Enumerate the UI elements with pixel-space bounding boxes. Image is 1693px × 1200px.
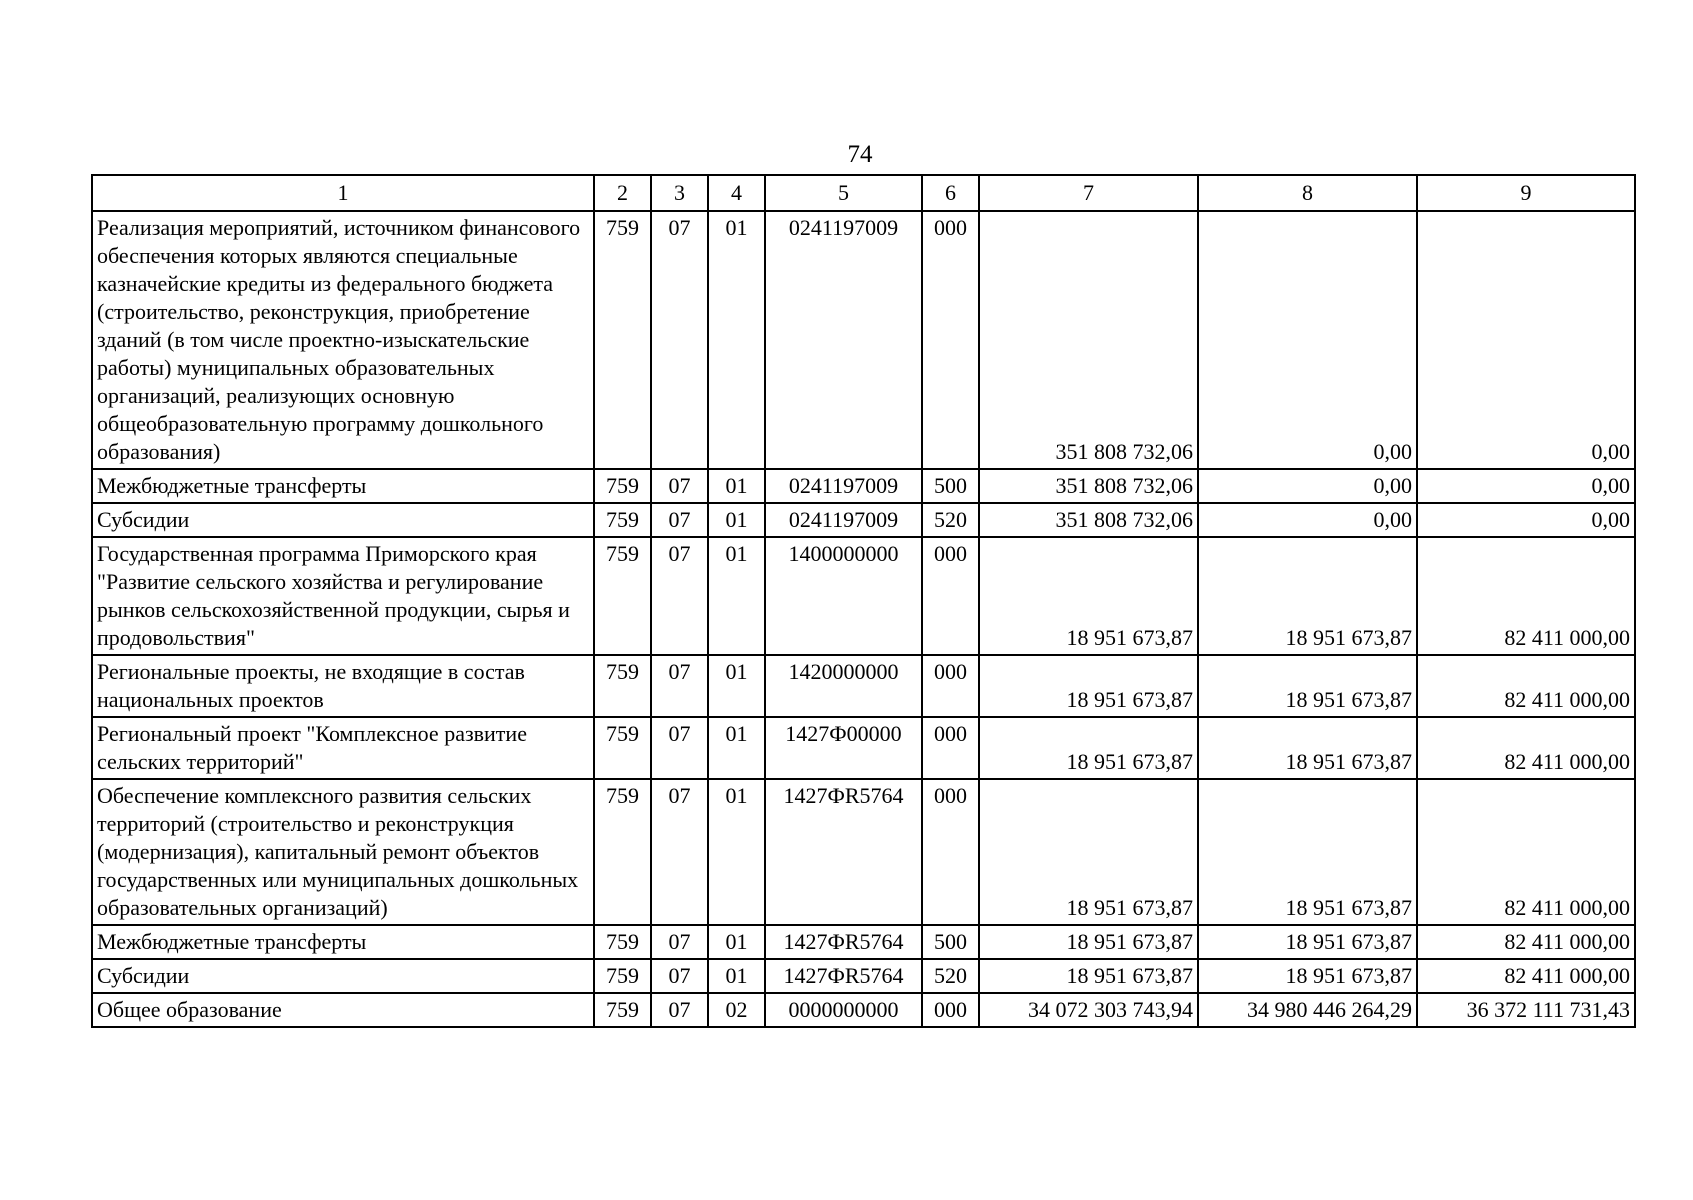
target-article-cell: 1427ФR5764 [765, 959, 922, 993]
amount-col8-cell: 18 951 673,87 [1198, 779, 1417, 925]
amount-col8-cell: 18 951 673,87 [1198, 925, 1417, 959]
admin-code-cell: 759 [594, 779, 651, 925]
row-name-cell: Государственная программа Приморского края "Развитие сельского хозяйства и регулирование рынков сельскохозяйственной продукции, сырья и продовольствия" [92, 537, 594, 655]
table-row [92, 959, 1635, 993]
subsection-code-cell: 01 [708, 959, 765, 993]
amount-col7-cell: 351 808 732,06 [979, 211, 1198, 469]
amount-col7-cell: 351 808 732,06 [979, 503, 1198, 537]
subsection-code-cell: 01 [708, 779, 765, 925]
row-name-cell: Региональные проекты, не входящие в состав национальных проектов [92, 655, 594, 717]
section-code-cell: 07 [651, 993, 708, 1027]
amount-col9-cell: 0,00 [1417, 503, 1635, 537]
subsection-code-cell: 01 [708, 469, 765, 503]
amount-col7-cell: 18 951 673,87 [979, 925, 1198, 959]
subsection-code-cell: 01 [708, 717, 765, 779]
budget-table [91, 174, 1636, 1028]
row-name-cell: Межбюджетные трансферты [92, 925, 594, 959]
expense-type-cell: 000 [922, 717, 979, 779]
amount-col8-cell: 0,00 [1198, 503, 1417, 537]
subsection-code-cell: 01 [708, 503, 765, 537]
section-code-cell: 07 [651, 717, 708, 779]
expense-type-cell: 500 [922, 925, 979, 959]
table-row [92, 537, 1635, 655]
table-row [92, 925, 1635, 959]
column-header: 5 [765, 175, 922, 211]
table-row [92, 503, 1635, 537]
amount-col9-cell: 82 411 000,00 [1417, 779, 1635, 925]
target-article-cell: 1420000000 [765, 655, 922, 717]
subsection-code-cell: 02 [708, 993, 765, 1027]
amount-col8-cell: 18 951 673,87 [1198, 959, 1417, 993]
subsection-code-cell: 01 [708, 925, 765, 959]
expense-type-cell: 000 [922, 655, 979, 717]
column-header: 9 [1417, 175, 1635, 211]
row-name-cell: Региональный проект "Комплексное развитие сельских территорий" [92, 717, 594, 779]
amount-col8-cell: 34 980 446 264,29 [1198, 993, 1417, 1027]
expense-type-cell: 000 [922, 211, 979, 469]
section-code-cell: 07 [651, 925, 708, 959]
amount-col8-cell: 18 951 673,87 [1198, 537, 1417, 655]
target-article-cell: 0241197009 [765, 469, 922, 503]
amount-col7-cell: 18 951 673,87 [979, 717, 1198, 779]
table-header-row [92, 175, 1635, 211]
row-name-cell: Обеспечение комплексного развития сельских территорий (строительство и реконструкция (модернизация), капитальный ремонт объектов государственных или муниципальных дошкольных образовательных организаций) [92, 779, 594, 925]
expense-type-cell: 000 [922, 779, 979, 925]
admin-code-cell: 759 [594, 537, 651, 655]
amount-col9-cell: 82 411 000,00 [1417, 925, 1635, 959]
target-article-cell: 1400000000 [765, 537, 922, 655]
target-article-cell: 0000000000 [765, 993, 922, 1027]
amount-col9-cell: 0,00 [1417, 211, 1635, 469]
amount-col8-cell: 18 951 673,87 [1198, 655, 1417, 717]
column-header: 8 [1198, 175, 1417, 211]
amount-col9-cell: 82 411 000,00 [1417, 655, 1635, 717]
expense-type-cell: 520 [922, 503, 979, 537]
amount-col8-cell: 0,00 [1198, 211, 1417, 469]
amount-col7-cell: 18 951 673,87 [979, 959, 1198, 993]
section-code-cell: 07 [651, 655, 708, 717]
admin-code-cell: 759 [594, 655, 651, 717]
amount-col9-cell: 82 411 000,00 [1417, 717, 1635, 779]
table-row [92, 655, 1635, 717]
table-row [92, 717, 1635, 779]
target-article-cell: 1427ФR5764 [765, 925, 922, 959]
column-header: 6 [922, 175, 979, 211]
column-header: 1 [92, 175, 594, 211]
subsection-code-cell: 01 [708, 211, 765, 469]
row-name-cell: Субсидии [92, 503, 594, 537]
table-row [92, 993, 1635, 1027]
admin-code-cell: 759 [594, 211, 651, 469]
section-code-cell: 07 [651, 211, 708, 469]
table-row [92, 211, 1635, 469]
target-article-cell: 0241197009 [765, 211, 922, 469]
amount-col9-cell: 0,00 [1417, 469, 1635, 503]
expense-type-cell: 000 [922, 993, 979, 1027]
column-header: 2 [594, 175, 651, 211]
subsection-code-cell: 01 [708, 655, 765, 717]
subsection-code-cell: 01 [708, 537, 765, 655]
column-header: 4 [708, 175, 765, 211]
target-article-cell: 1427Ф00000 [765, 717, 922, 779]
target-article-cell: 0241197009 [765, 503, 922, 537]
row-name-cell: Реализация мероприятий, источником финансового обеспечения которых являются специальные казначейские кредиты из федерального бюджета (строительство, реконструкция, приобретение зданий (в том числе проектно-изыскательские работы) муниципальных образовательных организаций, реализующих основную общеобразовательную программу дошкольного образования) [92, 211, 594, 469]
amount-col9-cell: 82 411 000,00 [1417, 959, 1635, 993]
row-name-cell: Межбюджетные трансферты [92, 469, 594, 503]
admin-code-cell: 759 [594, 959, 651, 993]
amount-col7-cell: 34 072 303 743,94 [979, 993, 1198, 1027]
amount-col7-cell: 18 951 673,87 [979, 655, 1198, 717]
amount-col9-cell: 36 372 111 731,43 [1417, 993, 1635, 1027]
expense-type-cell: 520 [922, 959, 979, 993]
page-number: 74 [847, 141, 873, 168]
admin-code-cell: 759 [594, 717, 651, 779]
target-article-cell: 1427ФR5764 [765, 779, 922, 925]
column-header: 7 [979, 175, 1198, 211]
row-name-cell: Общее образование [92, 993, 594, 1027]
column-header: 3 [651, 175, 708, 211]
admin-code-cell: 759 [594, 925, 651, 959]
amount-col8-cell: 0,00 [1198, 469, 1417, 503]
amount-col7-cell: 351 808 732,06 [979, 469, 1198, 503]
table-row [92, 779, 1635, 925]
section-code-cell: 07 [651, 537, 708, 655]
section-code-cell: 07 [651, 469, 708, 503]
expense-type-cell: 500 [922, 469, 979, 503]
section-code-cell: 07 [651, 779, 708, 925]
admin-code-cell: 759 [594, 993, 651, 1027]
amount-col8-cell: 18 951 673,87 [1198, 717, 1417, 779]
admin-code-cell: 759 [594, 503, 651, 537]
section-code-cell: 07 [651, 503, 708, 537]
admin-code-cell: 759 [594, 469, 651, 503]
amount-col9-cell: 82 411 000,00 [1417, 537, 1635, 655]
amount-col7-cell: 18 951 673,87 [979, 779, 1198, 925]
section-code-cell: 07 [651, 959, 708, 993]
row-name-cell: Субсидии [92, 959, 594, 993]
amount-col7-cell: 18 951 673,87 [979, 537, 1198, 655]
expense-type-cell: 000 [922, 537, 979, 655]
table-row [92, 469, 1635, 503]
